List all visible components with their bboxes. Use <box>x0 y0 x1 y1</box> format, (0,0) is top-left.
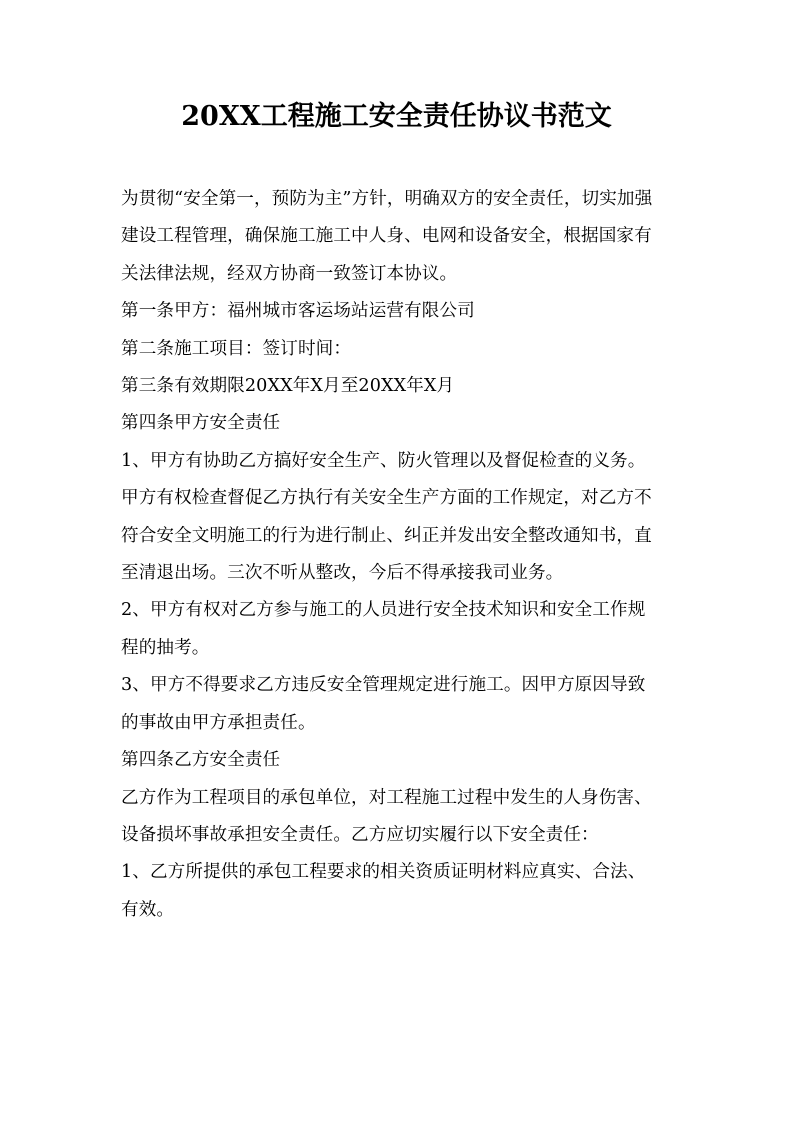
text-line: 第三条有效期限20XX年X月至20XX年X月 <box>121 376 455 397</box>
text-line: 设备损坏事故承担安全责任。乙方应切实履行以下安全责任： <box>121 824 599 845</box>
text-line: 3、甲方不得要求乙方违反安全管理规定进行施工。因甲方原因导致 <box>121 675 646 696</box>
text-line: 符合安全文明施工的行为进行制止、纠正并发出安全整改通知书，直 <box>121 525 652 546</box>
text-line: 乙方作为工程项目的承包单位，对工程施工过程中发生的人身伤害、 <box>121 787 652 808</box>
text-line: 程的抽考。 <box>121 637 210 658</box>
text-line: 至清退出场。三次不听从整改，今后不得承接我司业务。 <box>121 563 564 584</box>
paragraph-party-a-item-1 <box>121 443 679 593</box>
text-line: 有效。 <box>121 899 175 920</box>
paragraph-party-a-item-2 <box>121 592 679 667</box>
text-line: 第四条乙方安全责任 <box>121 750 281 771</box>
paragraph-party-a-item-3 <box>121 667 679 742</box>
text-line: 的事故由甲方承担责任。 <box>121 712 316 733</box>
paragraph-project <box>121 331 679 368</box>
paragraph-party-b-intro <box>121 780 679 855</box>
paragraph-party-b-item-1 <box>121 854 679 929</box>
text-line: 2、甲方有权对乙方参与施工的人员进行安全技术知识和安全工作规 <box>121 600 646 621</box>
document-title: 20XX工程施工安全责任协议书范文 <box>181 101 612 132</box>
text-line: 甲方有权检查督促乙方执行有关安全生产方面的工作规定，对乙方不 <box>121 488 652 509</box>
paragraph-validity <box>121 368 679 405</box>
text-line: 第二条施工项目：签订时间： <box>121 338 352 359</box>
paragraph-party-a <box>121 293 679 330</box>
text-line: 1、乙方所提供的承包工程要求的相关资质证明材料应真实、合法、 <box>121 862 646 883</box>
text-line: 关法律法规，经双方协商一致签订本协议。 <box>121 263 458 284</box>
text-line: 第一条甲方：福州城市客运场站运营有限公司 <box>121 301 475 322</box>
text-line: 为贯彻“安全第一，预防为主”方针，明确双方的安全责任，切实加强 <box>121 189 653 209</box>
section-heading-party-a-responsibility <box>121 405 679 442</box>
paragraph-intro <box>121 181 679 293</box>
section-heading-party-b-responsibility <box>121 742 679 779</box>
document-body <box>121 181 679 929</box>
text-line: 1、甲方有协助乙方搞好安全生产、防火管理以及督促检查的义务。 <box>121 450 646 471</box>
text-line: 建设工程管理，确保施工施工中人身、电网和设备安全，根据国家有 <box>121 226 652 247</box>
text-line: 第四条甲方安全责任 <box>121 413 281 434</box>
